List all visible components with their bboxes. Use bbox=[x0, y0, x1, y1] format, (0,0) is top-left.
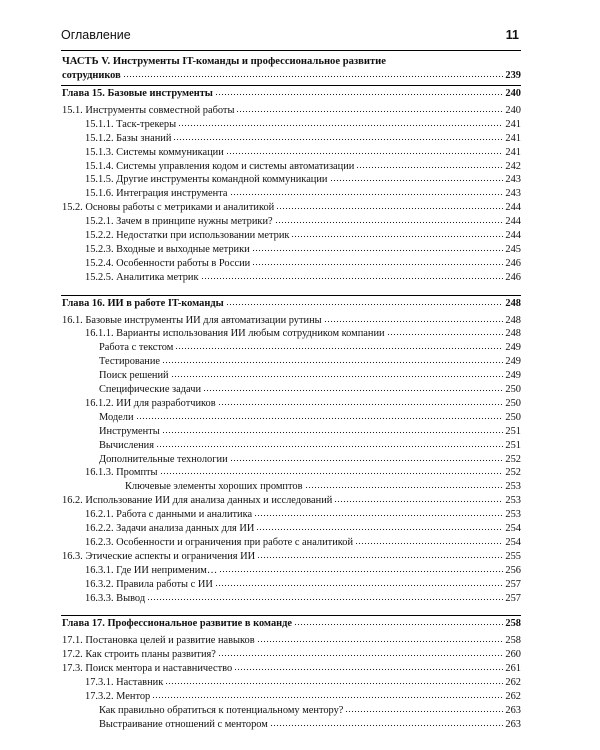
toc-entry-text: 16.3.1. Где ИИ неприменим… bbox=[85, 564, 218, 576]
toc-entry-page: 258 bbox=[505, 635, 521, 647]
toc-entry-subsection[interactable] bbox=[99, 436, 521, 451]
toc-entry-page: 258 bbox=[505, 618, 521, 630]
page-number: 11 bbox=[505, 28, 519, 42]
toc-entry-subsection[interactable] bbox=[85, 157, 521, 172]
toc-entry-page: 262 bbox=[505, 690, 521, 702]
toc-entry-text: Глава 15. Базовые инструменты bbox=[62, 88, 213, 99]
dot-leader bbox=[230, 193, 503, 196]
dot-leader bbox=[324, 320, 503, 323]
part-heading-line1: ЧАСТЬ V. Инструменты IT-команды и профессиональное развитие bbox=[62, 56, 386, 67]
dot-leader bbox=[162, 361, 503, 364]
toc-entry-text: 16.3.3. Вывод bbox=[85, 592, 146, 604]
dot-leader bbox=[291, 235, 503, 238]
dot-leader bbox=[226, 152, 503, 155]
toc-entry-page: 257 bbox=[505, 592, 521, 604]
dot-leader bbox=[203, 389, 503, 392]
toc-entry-subsection[interactable] bbox=[125, 477, 521, 492]
toc-entry-page: 254 bbox=[505, 523, 521, 534]
toc-entry-page: 249 bbox=[505, 370, 521, 382]
toc-entry-text: 15.1.3. Системы коммуникации bbox=[85, 146, 224, 158]
toc-entry-section[interactable] bbox=[62, 101, 521, 116]
toc-entry-page: 239 bbox=[505, 70, 521, 81]
toc-entry-page: 244 bbox=[505, 202, 521, 214]
toc-entry-subsection[interactable] bbox=[85, 533, 521, 548]
toc-entry-page: 252 bbox=[505, 453, 521, 465]
dot-leader bbox=[230, 459, 503, 462]
dot-leader bbox=[160, 472, 503, 475]
toc-entry-text: 15.2.4. Особенности работы в России bbox=[85, 257, 251, 269]
dot-leader bbox=[330, 179, 504, 182]
toc-entry-page: 252 bbox=[505, 467, 521, 479]
toc-entry-section[interactable] bbox=[62, 198, 521, 213]
toc-entry-text: сотрудников bbox=[62, 70, 121, 81]
dot-leader bbox=[356, 166, 503, 169]
toc-entry-subsection[interactable] bbox=[85, 212, 521, 227]
dot-leader bbox=[294, 623, 503, 626]
toc-entry-text: 15.2.3. Входные и выходные метрики bbox=[85, 243, 250, 255]
toc-entry-page: 250 bbox=[505, 384, 521, 395]
dot-leader bbox=[201, 277, 503, 280]
toc-entry-subsection[interactable] bbox=[85, 561, 521, 576]
toc-entry-text: Ключевые элементы хороших промптов bbox=[125, 481, 303, 493]
dot-leader bbox=[355, 542, 503, 545]
toc-entry-text: 16.3. Этические аспекты и ограничения ИИ bbox=[62, 550, 256, 562]
toc-entry-text: 17.3.2. Ментор bbox=[85, 690, 151, 702]
toc-entry-subsection[interactable] bbox=[85, 575, 521, 590]
toc-entry-page: 253 bbox=[505, 509, 521, 521]
toc-entry-page: 243 bbox=[505, 188, 521, 200]
dot-leader bbox=[276, 207, 503, 210]
toc-entry-page: 263 bbox=[505, 718, 521, 730]
toc-entry-page: 262 bbox=[505, 677, 521, 688]
dot-leader bbox=[387, 333, 503, 336]
dot-leader bbox=[136, 417, 503, 420]
toc-entry-text: 16.2.1. Работа с данными и аналитика bbox=[85, 509, 253, 521]
toc-entry-page: 248 bbox=[505, 297, 521, 309]
toc-entry-subsection[interactable] bbox=[99, 338, 521, 353]
dot-leader bbox=[226, 303, 503, 306]
toc-entry-text: 15.1.6. Интеграция инструмента bbox=[85, 188, 228, 200]
toc-entry-text: 17.3.1. Наставник bbox=[85, 677, 164, 688]
dot-leader bbox=[305, 486, 504, 489]
dot-leader bbox=[234, 668, 503, 671]
toc-entry-subsection[interactable] bbox=[85, 505, 521, 520]
toc-entry-text: Глава 16. ИИ в работе IT-команды bbox=[62, 297, 224, 309]
dot-leader bbox=[254, 514, 503, 517]
toc-entry-text: 15.1.5. Другие инструменты командной коммуникации bbox=[85, 174, 328, 186]
toc-entry-section[interactable] bbox=[62, 491, 521, 506]
toc-entry-subsection[interactable] bbox=[99, 701, 521, 716]
toc-entry-page: 251 bbox=[505, 425, 521, 437]
toc-entry-chapter[interactable] bbox=[62, 84, 521, 99]
toc-entry-text: Дополнительные технологии bbox=[99, 453, 228, 465]
dot-leader bbox=[345, 710, 503, 713]
header-title: Оглавление bbox=[61, 28, 131, 42]
dot-leader bbox=[257, 640, 503, 643]
toc-entry-text: 16.1.2. ИИ для разработчиков bbox=[85, 397, 216, 409]
toc-entry-text: 16.3.2. Правила работы с ИИ bbox=[85, 578, 213, 590]
toc-entry-text: Тестирование bbox=[99, 356, 161, 368]
toc-entry-page: 242 bbox=[505, 160, 521, 172]
toc-entry-subsection[interactable] bbox=[85, 184, 521, 199]
toc-entry-subsection[interactable] bbox=[99, 408, 521, 423]
toc-entry-text: 17.2. Как строить планы развития? bbox=[62, 649, 216, 661]
toc-entry-page: 241 bbox=[505, 118, 521, 130]
toc-entry-text: 15.1.2. Базы знаний bbox=[85, 132, 172, 144]
toc-entry-page: 253 bbox=[505, 481, 521, 493]
dot-leader bbox=[147, 598, 503, 601]
toc-entry-chapter[interactable] bbox=[62, 614, 521, 629]
dot-leader bbox=[256, 528, 503, 531]
toc-entry-page: 249 bbox=[505, 342, 521, 354]
dot-leader bbox=[252, 249, 503, 252]
dot-leader bbox=[219, 570, 503, 573]
toc-entry-text: 16.1.3. Промпты bbox=[85, 467, 158, 479]
toc-entry-text: 17.3. Поиск ментора и наставничество bbox=[62, 663, 233, 675]
dot-leader bbox=[162, 431, 503, 434]
dot-leader bbox=[334, 500, 503, 503]
toc-entry-page: 257 bbox=[505, 578, 521, 590]
toc-entry-text: 16.2. Использование ИИ для анализа данных и исследований bbox=[62, 495, 333, 507]
toc-entry-page: 244 bbox=[505, 230, 521, 241]
toc-entry-text: 15.2.5. Аналитика метрик bbox=[85, 271, 199, 283]
toc-entry-subsection[interactable] bbox=[85, 115, 521, 130]
toc-entry-page: 250 bbox=[505, 397, 521, 409]
toc-entry-part[interactable] bbox=[62, 66, 521, 81]
toc-entry-subsection[interactable] bbox=[85, 519, 521, 534]
toc-entry-text: Работа с текстом bbox=[99, 342, 174, 354]
toc-entry-text: 16.1. Базовые инструменты ИИ для автоматизации рутины bbox=[62, 314, 322, 326]
dot-leader bbox=[215, 93, 503, 96]
toc-entry-subsection[interactable] bbox=[99, 422, 521, 437]
dot-leader bbox=[178, 124, 503, 127]
toc-entry-subsection[interactable] bbox=[85, 673, 521, 688]
toc-entry-text: Поиск решений bbox=[99, 370, 169, 382]
dot-leader bbox=[236, 110, 503, 113]
toc-entry-page: 241 bbox=[505, 146, 521, 158]
toc-entry-page: 246 bbox=[505, 271, 521, 283]
toc-entry-page: 244 bbox=[505, 216, 521, 228]
toc-entry-text: 16.2.2. Задачи анализа данных для ИИ bbox=[85, 523, 255, 534]
toc-entry-page: 251 bbox=[505, 439, 521, 451]
toc-entry-subsection[interactable] bbox=[85, 268, 521, 283]
dot-leader bbox=[215, 584, 503, 587]
toc-entry-subsection[interactable] bbox=[99, 715, 521, 730]
toc-entry-text: 17.1. Постановка целей и развитие навыков bbox=[62, 635, 255, 647]
toc-entry-subsection[interactable] bbox=[99, 352, 521, 367]
toc-entry-page: 243 bbox=[505, 174, 521, 186]
dot-leader bbox=[152, 696, 503, 699]
toc-entry-subsection[interactable] bbox=[85, 170, 521, 185]
toc-entry-text: Выстраивание отношений с ментором bbox=[99, 718, 268, 730]
toc-entry-text: 16.2.3. Особенности и ограничения при работе с аналитикой bbox=[85, 536, 354, 548]
toc-entry-page: 240 bbox=[505, 104, 521, 116]
dot-leader bbox=[165, 682, 503, 685]
toc-entry-page: 254 bbox=[505, 536, 521, 548]
toc-entry-subsection[interactable] bbox=[99, 450, 521, 465]
toc-entry-section[interactable] bbox=[62, 547, 521, 562]
toc-entry-chapter[interactable] bbox=[62, 294, 521, 309]
toc-entry-text: Специфические задачи bbox=[99, 384, 202, 395]
dot-leader bbox=[171, 375, 503, 378]
toc-entry-subsection[interactable] bbox=[99, 366, 521, 381]
dot-leader bbox=[257, 556, 503, 559]
toc-entry-text: Как правильно обратиться к потенциальному ментору? bbox=[99, 704, 344, 716]
toc-entry-subsection[interactable] bbox=[85, 324, 521, 339]
toc-entry-text: Вычисления bbox=[99, 439, 155, 451]
toc-entry-page: 263 bbox=[505, 704, 521, 716]
toc-entry-page: 248 bbox=[505, 328, 521, 340]
toc-entry-page: 250 bbox=[505, 411, 521, 423]
toc-entry-page: 253 bbox=[505, 495, 521, 507]
toc-entry-section[interactable] bbox=[62, 645, 521, 660]
toc-entry-page: 256 bbox=[505, 564, 521, 576]
dot-leader bbox=[173, 138, 503, 141]
toc-entry-text: 16.1.1. Варианты использования ИИ любым сотрудником компании bbox=[85, 328, 385, 340]
dot-leader bbox=[275, 221, 503, 224]
dot-leader bbox=[175, 347, 503, 350]
toc-entry-text: 15.2.2. Недостатки при использовании метрик bbox=[85, 230, 290, 241]
dot-leader bbox=[218, 654, 503, 657]
toc-entry-text: 15.2. Основы работы с метриками и аналитикой bbox=[62, 202, 275, 214]
toc-entry-text: 15.1. Инструменты совместной работы bbox=[62, 104, 235, 116]
dot-leader bbox=[123, 75, 503, 78]
toc-entry-text: 15.2.1. Зачем в принципе нужны метрики? bbox=[85, 216, 273, 228]
toc-entry-section[interactable] bbox=[62, 631, 521, 646]
toc-entry-page: 261 bbox=[505, 663, 521, 675]
toc-entry-subsection[interactable] bbox=[85, 394, 521, 409]
dot-leader bbox=[156, 445, 503, 448]
toc-entry-subsection[interactable] bbox=[85, 143, 521, 158]
toc-entry-page: 248 bbox=[505, 314, 521, 326]
toc-entry-subsection[interactable] bbox=[85, 687, 521, 702]
toc-entry-subsection[interactable] bbox=[85, 226, 521, 241]
toc-entry-page: 249 bbox=[505, 356, 521, 368]
dot-leader bbox=[252, 263, 503, 266]
toc-entry-subsection[interactable] bbox=[85, 463, 521, 478]
toc-entry-subsection[interactable] bbox=[85, 240, 521, 255]
toc-entry-subsection[interactable] bbox=[85, 129, 521, 144]
dot-leader bbox=[270, 724, 503, 727]
toc-entry-page: 255 bbox=[505, 550, 521, 562]
toc-entry-page: 241 bbox=[505, 132, 521, 144]
toc-entry-text: 15.1.1. Таск-трекеры bbox=[85, 118, 177, 130]
dot-leader bbox=[218, 403, 503, 406]
toc-entry-page: 240 bbox=[505, 88, 521, 99]
toc-entry-page: 245 bbox=[505, 243, 521, 255]
toc-entry-subsection[interactable] bbox=[85, 254, 521, 269]
toc-entry-text: Инструменты bbox=[99, 425, 160, 437]
toc-entry-section[interactable] bbox=[62, 311, 521, 326]
toc-entry-section[interactable] bbox=[62, 659, 521, 674]
toc-entry-subsection[interactable] bbox=[85, 589, 521, 604]
toc-entry-text: Модели bbox=[99, 411, 134, 423]
toc-entry-subsection[interactable] bbox=[99, 380, 521, 395]
toc-entry-text: Глава 17. Профессиональное развитие в команде bbox=[62, 618, 292, 630]
toc-entry-text: 15.1.4. Системы управления кодом и системы автоматизации bbox=[85, 160, 355, 172]
toc-entry-page: 260 bbox=[505, 649, 521, 661]
toc-entry-page: 246 bbox=[505, 257, 521, 269]
